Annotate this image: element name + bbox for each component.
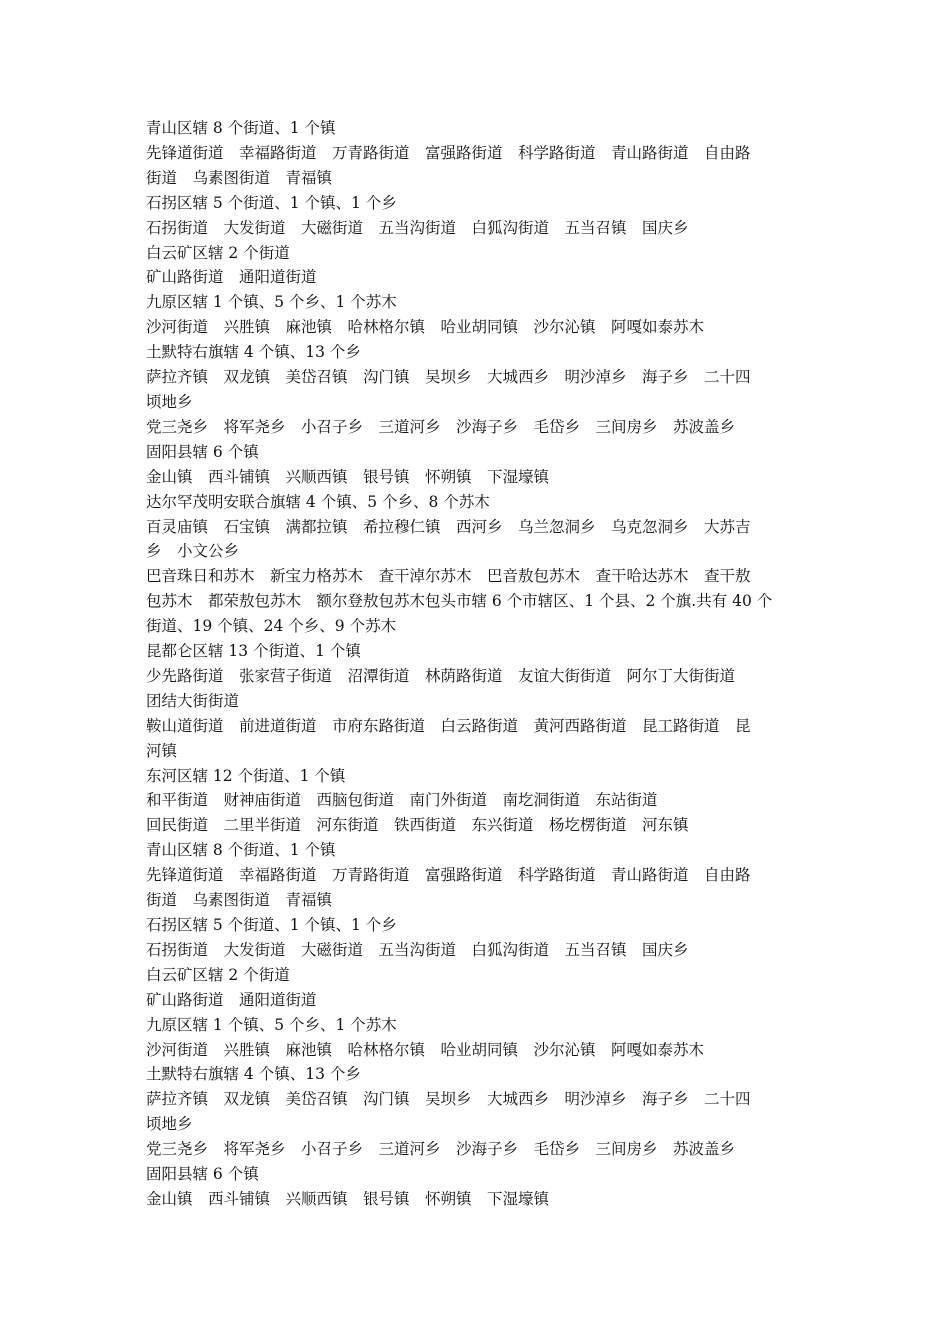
district-heading: 九原区辖 1 个镇、5 个乡、1 个苏木: [146, 293, 397, 312]
subdivision-list: 先锋道街道 幸福路街道 万青路街道 富强路街道 科学路街道 青山路街道 自由路: [146, 866, 751, 885]
subdivision-list: 萨拉齐镇 双龙镇 美岱召镇 沟门镇 吴坝乡 大城西乡 明沙淖乡 海子乡 二十四: [146, 1090, 751, 1109]
subdivision-list: 先锋道街道 幸福路街道 万青路街道 富强路街道 科学路街道 青山路街道 自由路: [146, 143, 751, 162]
subdivision-list: 回民街道 二里半街道 河东街道 铁西街道 东兴街道 杨圪楞街道 河东镇: [146, 816, 689, 835]
subdivision-list: 河镇: [146, 741, 178, 760]
subdivision-list: 少先路街道 张家营子街道 沼潭街道 林荫路街道 友谊大街街道 阿尔丁大街街道: [146, 666, 736, 685]
subdivision-list: 金山镇 西斗铺镇 兴顺西镇 银号镇 怀朔镇 下湿壕镇: [146, 467, 550, 486]
district-heading: 东河区辖 12 个街道、1 个镇: [146, 766, 346, 785]
subdivision-list: 顷地乡: [146, 1115, 193, 1134]
district-heading: 白云矿区辖 2 个街道: [146, 243, 290, 262]
district-heading: 土默特右旗辖 4 个镇、13 个乡: [146, 343, 361, 362]
subdivision-list: 石拐街道 大发街道 大磁街道 五当沟街道 白狐沟街道 五当召镇 国庆乡: [146, 940, 689, 959]
district-heading: 石拐区辖 5 个街道、1 个镇、1 个乡: [146, 916, 397, 934]
subdivision-list: 街道 乌素图街道 青福镇: [146, 168, 333, 187]
subdivision-list: 石拐街道 大发街道 大磁街道 五当沟街道 白狐沟街道 五当召镇 国庆乡: [146, 218, 689, 237]
subdivision-list: 百灵庙镇 石宝镇 满都拉镇 希拉穆仁镇 西河乡 乌兰忽洞乡 乌克忽洞乡 大苏吉: [146, 517, 751, 536]
subdivision-list: 党三尧乡 将军尧乡 小召子乡 三道河乡 沙海子乡 毛岱乡 三间房乡 苏波盖乡: [146, 417, 736, 436]
subdivision-list: 包苏木 都荣敖包苏木 额尔登敖包苏木包头市辖 6 个市辖区、1 个县、2 个旗.共有 40 个: [146, 592, 773, 611]
district-heading: 青山区辖 8 个街道、1 个镇: [146, 841, 336, 860]
district-heading: 石拐区辖 5 个街道、1 个镇、1 个乡: [146, 193, 397, 212]
subdivision-list: 顷地乡: [146, 392, 193, 411]
subdivision-list: 街道 乌素图街道 青福镇: [146, 891, 333, 910]
subdivision-list: 巴音珠日和苏木 新宝力格苏木 查干淖尔苏木 巴音敖包苏木 查干哈达苏木 查干敖: [146, 567, 751, 586]
district-heading: 达尔罕茂明安联合旗辖 4 个镇、5 个乡、8 个苏木: [146, 492, 490, 511]
subdivision-list: 乡 小文公乡: [146, 542, 240, 561]
subdivision-list: 萨拉齐镇 双龙镇 美岱召镇 沟门镇 吴坝乡 大城西乡 明沙淖乡 海子乡 二十四: [146, 368, 751, 387]
subdivision-list: 党三尧乡 将军尧乡 小召子乡 三道河乡 沙海子乡 毛岱乡 三间房乡 苏波盖乡: [146, 1140, 736, 1159]
subdivision-list: 沙河街道 兴胜镇 麻池镇 哈林格尔镇 哈业胡同镇 沙尔沁镇 阿嘎如泰苏木: [146, 318, 705, 337]
subdivision-list: 矿山路街道 通阳道街道: [146, 268, 317, 287]
district-heading: 固阳县辖 6 个镇: [146, 442, 259, 461]
subdivision-list: 鞍山道街道 前进道街道 市府东路街道 白云路街道 黄河西路街道 昆工路街道 昆: [146, 716, 751, 735]
city-summary: 街道、19 个镇、24 个乡、9 个苏木: [146, 617, 397, 636]
district-heading: 白云矿区辖 2 个街道: [146, 965, 290, 984]
document-body: [146, 116, 810, 1212]
district-heading: 土默特右旗辖 4 个镇、13 个乡: [146, 1065, 361, 1084]
district-heading: 九原区辖 1 个镇、5 个乡、1 个苏木: [146, 1015, 397, 1034]
subdivision-list: 团结大街街道: [146, 691, 240, 710]
subdivision-list: 和平街道 财神庙街道 西脑包街道 南门外街道 南圪洞街道 东站街道: [146, 791, 658, 810]
district-heading: 昆都仑区辖 13 个街道、1 个镇: [146, 642, 361, 661]
subdivision-list: 金山镇 西斗铺镇 兴顺西镇 银号镇 怀朔镇 下湿壕镇: [146, 1189, 550, 1208]
subdivision-list: 矿山路街道 通阳道街道: [146, 990, 317, 1009]
district-heading: 青山区辖 8 个街道、1 个镇: [146, 119, 336, 137]
subdivision-list: 沙河街道 兴胜镇 麻池镇 哈林格尔镇 哈业胡同镇 沙尔沁镇 阿嘎如泰苏木: [146, 1040, 705, 1059]
district-heading: 固阳县辖 6 个镇: [146, 1165, 259, 1184]
